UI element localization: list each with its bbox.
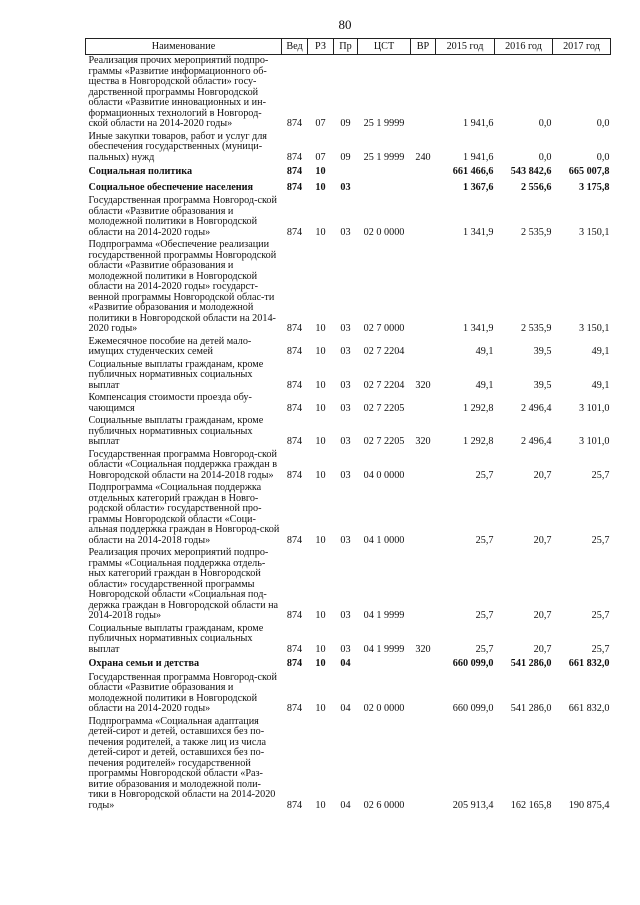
row-rz: 07 [315, 118, 326, 129]
row-value-2015: 25,7 [475, 643, 494, 655]
row-value-2016: 39,5 [533, 346, 552, 357]
table-body [86, 55, 611, 813]
row-rz: 10 [315, 226, 326, 238]
row-ved: 874 [286, 346, 303, 357]
row-value-2017: 49,1 [591, 379, 610, 391]
row-vr [411, 55, 436, 131]
column-header-cst: ЦСТ [358, 39, 411, 55]
row-value-2017: 665 007,8 [568, 166, 610, 177]
row-pr: 09 [340, 151, 351, 163]
row-value-2016: 543 842,6 [510, 166, 552, 177]
row-cst: 04 1 9999 [363, 643, 405, 655]
row-ved: 874 [286, 658, 303, 669]
row-value-2015: 205 913,4 [452, 799, 494, 811]
row-pr: 03 [340, 346, 351, 357]
row-value-2017: 25,7 [591, 643, 610, 655]
row-pr: 03 [340, 323, 351, 334]
row-value-2016: 541 286,0 [510, 703, 552, 714]
section-row [86, 164, 611, 180]
row-vr [411, 180, 436, 196]
row-value-2016: 541 286,0 [510, 658, 552, 669]
row-value-2015: 660 099,0 [452, 703, 494, 714]
row-cst: 25 1 9999 [363, 151, 405, 163]
table-row [86, 716, 611, 813]
row-ved: 874 [286, 703, 303, 714]
row-vr [411, 392, 436, 415]
row-name: Ежемесячное пособие на детей мало-имущих студенческих семей [88, 335, 252, 357]
row-value-2015: 1 941,6 [462, 118, 494, 129]
row-vr [411, 656, 436, 672]
row-cst: 04 0 0000 [363, 469, 405, 481]
row-vr [411, 547, 436, 623]
page-number: 80 [338, 17, 352, 32]
row-vr [411, 672, 436, 716]
row-value-2017: 661 832,0 [568, 658, 610, 669]
row-value-2017: 25,7 [591, 610, 610, 621]
row-name: Государственная программа Новгород-ской области «Развитие образования и молодежной политики в Новгородской области на 2014-2020 годы» [88, 195, 277, 238]
row-rz: 10 [315, 346, 326, 357]
row-value-2015: 661 466,6 [452, 166, 494, 177]
row-rz: 10 [315, 703, 326, 714]
row-cst: 04 1 0000 [363, 534, 405, 546]
row-vr [411, 482, 436, 547]
table-row [86, 623, 611, 657]
row-value-2017: 0,0 [596, 118, 610, 129]
row-cst: 02 6 0000 [363, 799, 405, 811]
row-pr: 03 [340, 181, 351, 193]
row-cst: 25 1 9999 [363, 118, 405, 129]
row-vr [411, 449, 436, 483]
column-header-pr: Пр [334, 39, 358, 55]
row-ved: 874 [286, 181, 303, 193]
row-rz: 10 [315, 436, 326, 447]
row-value-2015: 1 292,8 [462, 402, 494, 414]
row-value-2016: 0,0 [538, 118, 552, 129]
row-rz: 10 [315, 379, 326, 391]
row-vr: 320 [415, 436, 431, 447]
row-rz: 10 [315, 534, 326, 546]
row-name: Иные закупки товаров, работ и услуг для обеспечения государственных (муници-пальных) нужд [88, 130, 267, 163]
table-row [86, 55, 611, 131]
row-name: Социальные выплаты гражданам, кроме публичных нормативных социальных выплат [88, 358, 264, 391]
table-row [86, 449, 611, 483]
row-rz: 10 [315, 402, 326, 414]
row-rz: 07 [315, 151, 326, 163]
row-ved: 874 [286, 379, 303, 391]
row-vr [411, 716, 436, 813]
row-cst: 02 0 0000 [363, 703, 405, 714]
row-value-2016: 2 535,9 [520, 323, 552, 334]
row-vr: 320 [415, 379, 431, 391]
row-value-2015: 1 341,9 [462, 226, 494, 238]
section-row [86, 656, 611, 672]
row-vr [411, 164, 436, 180]
row-ved: 874 [286, 166, 303, 177]
row-vr: 240 [415, 151, 431, 163]
row-value-2016: 20,7 [533, 469, 552, 481]
row-value-2015: 1 367,6 [462, 181, 494, 193]
row-rz: 10 [315, 643, 326, 655]
row-pr: 03 [340, 610, 351, 621]
row-ved: 874 [286, 118, 303, 129]
row-pr: 04 [340, 799, 351, 811]
row-value-2017: 0,0 [596, 151, 610, 163]
row-value-2017: 190 875,4 [568, 799, 610, 811]
column-header-name: Наименование [86, 39, 282, 55]
row-vr [411, 336, 436, 359]
row-cst: 04 1 9999 [363, 610, 405, 621]
row-value-2017: 3 175,8 [578, 181, 610, 193]
row-cst: 02 7 2204 [363, 346, 405, 357]
row-ved: 874 [286, 643, 303, 655]
column-header-ved: Вед [282, 39, 308, 55]
section-row [86, 180, 611, 196]
row-cst: 02 7 2205 [363, 402, 405, 414]
row-value-2017: 3 101,0 [578, 436, 610, 447]
row-rz: 10 [315, 799, 326, 811]
row-value-2016: 2 556,6 [520, 181, 552, 193]
row-value-2017: 25,7 [591, 534, 610, 546]
row-rz: 10 [315, 658, 326, 669]
table-row [86, 239, 611, 336]
row-value-2015: 25,7 [475, 469, 494, 481]
row-ved: 874 [286, 151, 303, 163]
row-name: Государственная программа Новгород-ской области «Развитие образования и молодежной политики в Новгородской области на 2014-2020 годы» [88, 671, 277, 714]
row-name: Социальные выплаты гражданам, кроме публичных нормативных социальных выплат [88, 415, 264, 447]
table-row [86, 547, 611, 623]
row-pr: 03 [340, 534, 351, 546]
row-value-2015: 49,1 [475, 379, 494, 391]
row-pr: 04 [340, 703, 351, 714]
row-name: Реализация прочих мероприятий подпро-граммы «Социальная поддержка отдель-ных категорий граждан в Новгородской области» государственной программы Новгородской области «Социальная под-держка граждан в Новгородской области на 2014-2018 годы» [88, 547, 279, 621]
row-cst: 02 7 2204 [363, 379, 405, 391]
table-header [86, 39, 611, 55]
row-rz: 10 [315, 469, 326, 481]
row-name: Подпрограмма «Обеспечение реализации государственной программы Новгородской области «Развитие образования и молодежной политики в Новгородской области на 2014-2020 годы» государст-венной программы Новгородской облас-ти «Развитие образования и молодежной политики в Новгородской области на 2014-2020 годы» [88, 239, 277, 334]
column-header-2017: 2017 год [553, 39, 611, 55]
row-rz: 10 [315, 323, 326, 334]
table-row [86, 415, 611, 449]
row-name: Социальные выплаты гражданам, кроме публичных нормативных социальных выплат [88, 622, 264, 655]
row-vr [411, 195, 436, 239]
row-value-2017: 3 101,0 [578, 402, 610, 414]
row-name: Подпрограмма «Социальная адаптация детей-сирот и детей, оставшихся без по-печения родителей, а также лиц из числа детей-сирот и детей, оставшихся без по-печения родителей» государственной программы Новгородской области «Раз-витие образования и молодежной поли-тики в Новгородской области на 2014-2020 годы» [88, 715, 276, 811]
row-name: Компенсация стоимости проезда обу-чающимся [88, 392, 252, 414]
row-name: Государственная программа Новгород-ской области «Социальная поддержка граждан в Новгородской области на 2014-2018 годы» [88, 448, 278, 481]
row-pr: 04 [340, 658, 351, 669]
column-header-2016: 2016 год [495, 39, 553, 55]
table-row [86, 672, 611, 716]
table-row [86, 482, 611, 547]
row-value-2015: 1 292,8 [462, 436, 494, 447]
row-value-2016: 162 165,8 [510, 799, 552, 811]
row-name: Социальная политика [88, 166, 193, 177]
row-rz: 10 [315, 166, 326, 177]
row-value-2017: 3 150,1 [578, 226, 610, 238]
row-ved: 874 [286, 226, 303, 238]
row-value-2016: 20,7 [533, 610, 552, 621]
row-value-2016: 2 535,9 [520, 226, 552, 238]
row-value-2015: 1 941,6 [462, 151, 494, 163]
column-header-2015: 2015 год [436, 39, 495, 55]
row-cst: 02 7 2205 [363, 436, 405, 447]
table-row [86, 392, 611, 415]
row-ved: 874 [286, 436, 303, 447]
row-name: Реализация прочих мероприятий подпро-граммы «Развитие информационного об-щества в Новгородской области» госу-дарственной программы Новгородской области «Развитие инновационных и ин-формационных технологий в Новгород-ской области на 2014-2020 годы» [88, 55, 269, 129]
row-ved: 874 [286, 469, 303, 481]
table-row [86, 336, 611, 359]
row-ved: 874 [286, 610, 303, 621]
row-pr: 03 [340, 379, 351, 391]
row-name: Социальное обеспечение населения [88, 181, 254, 193]
row-cst [358, 656, 411, 672]
row-value-2017: 3 150,1 [578, 323, 610, 334]
budget-table [85, 38, 611, 812]
row-value-2017: 49,1 [591, 346, 610, 357]
row-pr: 03 [340, 469, 351, 481]
row-value-2015: 660 099,0 [452, 658, 494, 669]
row-value-2016: 20,7 [533, 643, 552, 655]
row-value-2015: 25,7 [475, 610, 494, 621]
row-cst: 02 7 0000 [363, 323, 405, 334]
row-rz: 10 [315, 181, 326, 193]
row-pr [334, 164, 358, 180]
row-value-2017: 661 832,0 [568, 703, 610, 714]
row-value-2016: 2 496,4 [520, 436, 552, 447]
row-ved: 874 [286, 323, 303, 334]
row-value-2016: 20,7 [533, 534, 552, 546]
row-vr: 320 [415, 643, 431, 655]
row-value-2015: 49,1 [475, 346, 494, 357]
column-header-vr: ВР [411, 39, 436, 55]
row-ved: 874 [286, 402, 303, 414]
row-value-2015: 25,7 [475, 534, 494, 546]
row-name: Подпрограмма «Социальная поддержка отдельных категорий граждан в Новго-родской области» государственной про-граммы Новгородской области «Соци-альная поддержка граждан в Новгород-ской области на 2014-2018 годы» [88, 482, 280, 546]
row-cst: 02 0 0000 [363, 226, 405, 238]
table-row [86, 359, 611, 393]
row-pr: 03 [340, 402, 351, 414]
column-header-rz: РЗ [308, 39, 334, 55]
row-name: Охрана семьи и детства [88, 658, 200, 669]
row-pr: 03 [340, 643, 351, 655]
row-ved: 874 [286, 799, 303, 811]
table-row [86, 131, 611, 165]
row-value-2017: 25,7 [591, 469, 610, 481]
table-row [86, 195, 611, 239]
row-value-2016: 2 496,4 [520, 402, 552, 414]
row-pr: 09 [340, 118, 351, 129]
row-value-2016: 39,5 [533, 379, 552, 391]
row-ved: 874 [286, 534, 303, 546]
row-value-2015: 1 341,9 [462, 323, 494, 334]
row-rz: 10 [315, 610, 326, 621]
row-cst [358, 164, 411, 180]
row-pr: 03 [340, 436, 351, 447]
row-value-2016: 0,0 [538, 151, 552, 163]
row-vr [411, 239, 436, 336]
row-cst [358, 180, 411, 196]
row-pr: 03 [340, 226, 351, 238]
